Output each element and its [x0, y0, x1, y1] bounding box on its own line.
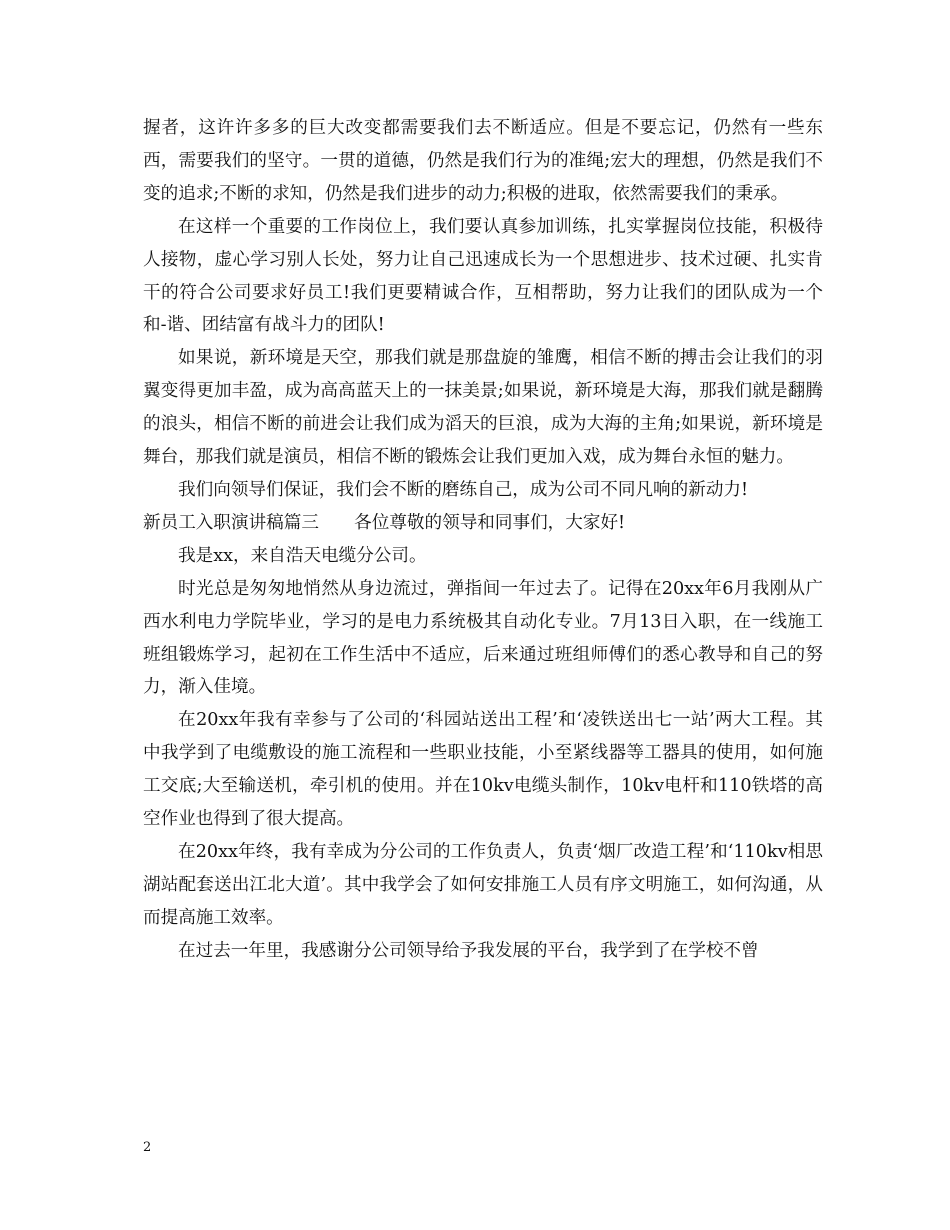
paragraph-8: 在20xx年我有幸参与了公司的‘科园站送出工程’和‘凌铁送出七一站’两大工程。其中我学到了电缆敷设的施工流程和一些职业技能，小至紧线器等工器具的使用，如何施工交底;大至输送机，牵引机的使用。并在10kv电缆头制作，10kv电杆和110铁塔的高空作业也得到了很大提高。	[143, 710, 823, 830]
page-number: 2	[143, 1140, 152, 1155]
paragraph-2: 在这样一个重要的工作岗位上，我们要认真参加训练，扎实掌握岗位技能，积极待人接物，虚心学习别人长处，努力让自己迅速成长为一个思想进步、技术过硬、扎实肯干的符合公司要求好员工!我们更要精诚合作，互相帮助，努力让我们的团队成为一个和-谐、团结富有战斗力的团队!	[143, 216, 823, 336]
document-body	[143, 112, 823, 968]
paragraph-4: 我们向领导们保证，我们会不断的磨练自己，成为公司不同凡响的新动力!	[178, 479, 749, 500]
paragraph-1: 握者，这许许多多的巨大改变都需要我们去不断适应。但是不要忘记，仍然有一些东西，需要我们的坚守。一贯的道德，仍然是我们行为的准绳;宏大的理想，仍然是我们不变的追求;不断的求知，仍然是我们进步的动力;积极的进取，依然需要我们的秉承。	[143, 118, 823, 204]
paragraph-3: 如果说，新环境是天空，那我们就是那盘旋的雏鹰，相信不断的搏击会让我们的羽翼变得更加丰盈，成为高高蓝天上的一抹美景;如果说，新环境是大海，那我们就是翻腾的浪头，相信不断的前进会让我们成为滔天的巨浪，成为大海的主角;如果说，新环境是舞台，那我们就是演员，相信不断的锻炼会让我们更加入戏，成为舞台永恒的魅力。	[143, 348, 823, 468]
paragraph-10: 在过去一年里，我感谢分公司领导给予我发展的平台，我学到了在学校不曾	[178, 940, 759, 961]
paragraph-6: 我是xx，来自浩天电缆分公司。	[178, 545, 427, 566]
paragraph-9: 在20xx年终，我有幸成为分公司的工作负责人，负责‘烟厂改造工程’和‘110kv相思湖站配套送出江北大道’。其中我学会了如何安排施工人员有序文明施工，如何沟通，从而提高施工效率。	[143, 841, 823, 928]
section-heading-line: 新员工入职演讲稿篇三 各位尊敬的领导和同事们，大家好!	[143, 512, 626, 533]
paragraph-7: 时光总是匆匆地悄然从身边流过，弹指间一年过去了。记得在20xx年6月我刚从广西水利电力学院毕业，学习的是电力系统极其自动化专业。7月13日入职，在一线施工班组锻炼学习，起初在工作生活中不适应，后来通过班组师傅们的悉心教导和自己的努力，渐入佳境。	[143, 578, 823, 698]
